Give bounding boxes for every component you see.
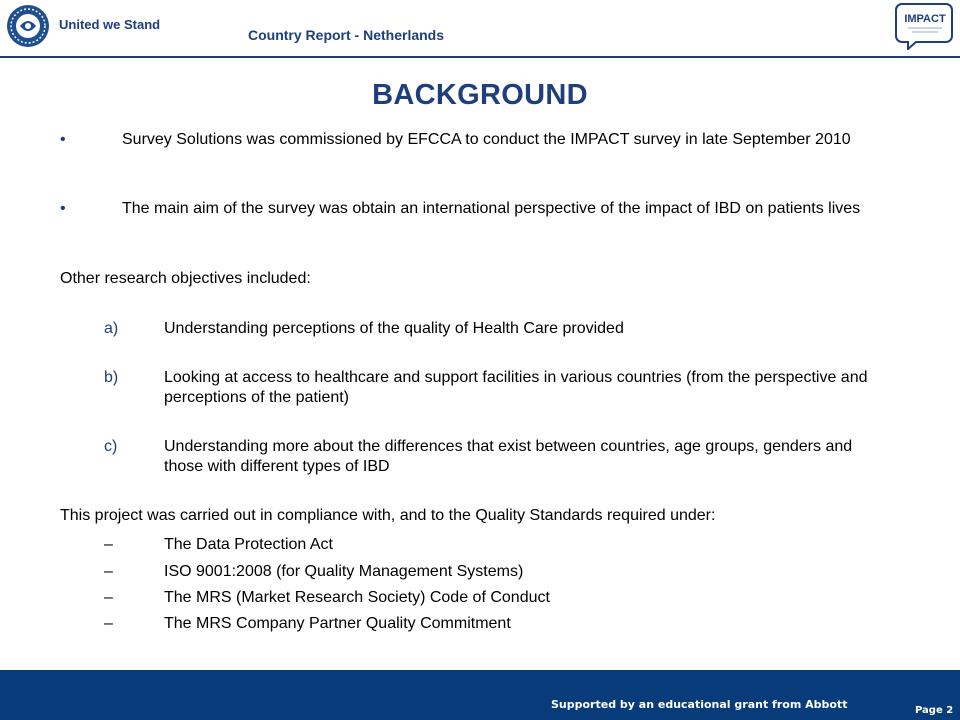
header-divider (0, 56, 960, 58)
bullet-symbol: • (60, 200, 66, 217)
objective-marker: a) (104, 320, 119, 337)
objective-marker: b) (104, 369, 119, 386)
report-title: Country Report - Netherlands (248, 27, 445, 43)
impact-logo-icon (894, 0, 954, 50)
brand-name: United we Stand (59, 17, 161, 32)
bullet-symbol: • (60, 131, 66, 148)
objective-text: Understanding more about the differences that exist between countries, age groups, genders and those with different types of IBD (164, 438, 853, 475)
footer-sponsor-text: Supported by an educational grant from Abbott (551, 698, 848, 711)
compliance-intro: This project was carried out in compliance with, and to the Quality Standards required under: (60, 507, 716, 524)
bullet-text: The main aim of the survey was obtain an international perspective of the impact of IBD on patients lives (122, 200, 861, 217)
impact-logo-text: IMPACT (904, 13, 946, 25)
dash-marker: – (104, 615, 113, 632)
standard-text: The Data Protection Act (164, 536, 333, 553)
page-title: BACKGROUND (372, 79, 588, 111)
page-number: Page 2 (915, 705, 954, 716)
efcca-logo-icon (6, 4, 50, 48)
objective-text: Understanding perceptions of the quality of Health Care provided (164, 320, 624, 337)
standard-text: The MRS (Market Research Society) Code of Conduct (164, 589, 550, 606)
standard-text: ISO 9001:2008 (for Quality Management Systems) (164, 563, 524, 580)
dash-marker: – (104, 536, 113, 553)
objective-text: Looking at access to healthcare and support facilities in various countries (from the perspective and perceptions of the patient) (164, 369, 868, 406)
dash-marker: – (104, 563, 113, 580)
footer-bar (0, 670, 960, 720)
dash-marker: – (104, 589, 113, 606)
objectives-intro: Other research objectives included: (60, 270, 311, 287)
standard-text: The MRS Company Partner Quality Commitment (164, 615, 511, 632)
bullet-text: Survey Solutions was commissioned by EFCCA to conduct the IMPACT survey in late September 2010 (122, 131, 851, 148)
objective-marker: c) (104, 438, 118, 455)
